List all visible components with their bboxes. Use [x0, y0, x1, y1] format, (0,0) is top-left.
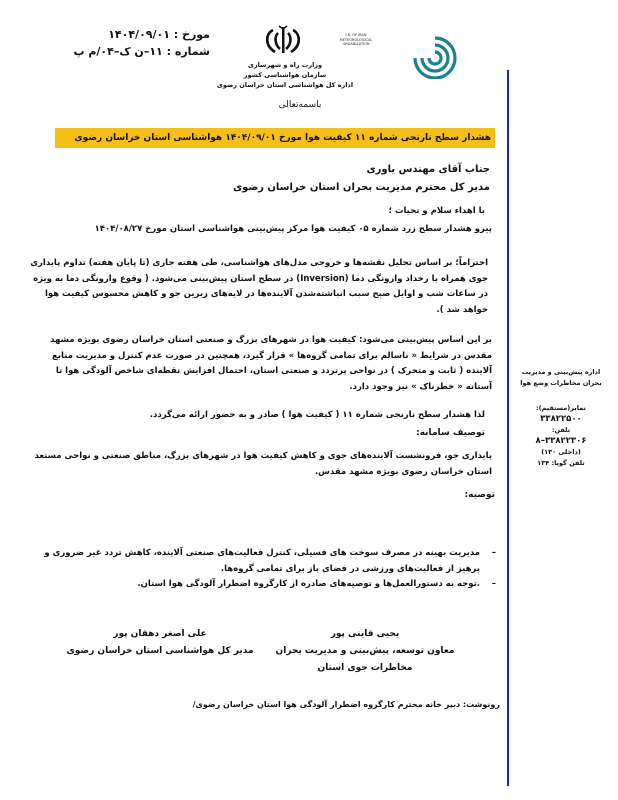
iran-emblem-icon: [248, 24, 318, 56]
basmala: باسمه‌تعالی: [278, 100, 322, 110]
phone-extension: (داخلی ۱۳۰): [541, 448, 581, 456]
number-line: شماره : ۱۱–ن ک–۰۴/م پ: [73, 45, 210, 58]
ministry-header: وزارت راه و شهرسازی سازمان هواشناسی کشور اداره کل هواشناسی استان خراسان رضوی: [216, 61, 354, 89]
signer-name: یحیی قاینی پور: [330, 629, 400, 639]
paragraph-issuance: لذا هشدار سطح نارنجی شماره ۱۱ ( کیفیت هوا ) صادر و به حضور ارائه می‌گردد.: [149, 410, 485, 420]
letter-number: ۱۱–ن ک–۰۴/م پ: [73, 45, 163, 58]
signer-title: مخاطرات جوی استان: [317, 663, 413, 673]
list-item: – مدیریت بهینه در مصرف سوخت های فسیلی، کنترل فعالیت‌های صنعتی آلاینده، کاهش تردد غیر ضروری و پرهیز از فعالیت‌های ورزشی در فضای باز برای تمامی گروه‌ها.: [44, 548, 496, 574]
paragraph-impact: بر این اساس پیش‌بینی می‌شود: کیفیت هوا در شهرهای بزرگ و صنعتی استان خراسان رضوی بویژه مشهد مقدس در شرایط « ناسالم برای تمامی گروه‌ها » قرار گیرد، همچنین در صورت عدم کنترل و مدیریت منابع آلاینده ( ثابت و متحرک ) در نواحی پرتردد و صنعتی استان، احتمال افزایش نقطه‌ای شاخص آلودگی هوا تا آستانه « خطرناک » نیز وجود دارد.: [50, 335, 492, 392]
addressee-title: مدیر کل محترم مدیریت بحران استان خراسان رضوی: [233, 182, 490, 193]
recommendation-list: [20, 546, 498, 593]
paragraph-forecast: احتراماً؛ بر اساس تحلیل نقشه‌ها و خروجی مدل‌های هواشناسی، طی هفته جاری (تا پایان هفته) تداوم پایداری جوی همراه با رخداد وارونگی دما (Inversion) در سطح استان پیش‌بینی می‌شود. ( وقوع وارونگی دما به ویژه در ساعات شب و اوایل صبح سبب انباشته‌شدن آلاینده‌ها در لایه‌های زیرین جو و کاهش محسوس کیفیت هوا خواهد شد ).: [30, 258, 488, 315]
description-text: پایداری جو، فرونشست آلاینده‌های جوی و کاهش کیفیت هوا در شهرهای بزرگ، مناطق صنعتی و نواحی مستعد استان خراسان رضوی بویژه مشهد مقدس.: [34, 451, 492, 477]
description-heading: توصیف سامانه:: [416, 428, 485, 438]
margin-divider: [507, 70, 509, 786]
org-logo-caption: I.R. OF IRAN METEOROLOGICAL ORGANIZATION: [339, 33, 373, 46]
phone-number: ۳۳۸۲۲۳۰۶–۸: [535, 436, 587, 446]
addressee-name: جناب آقای مهندس یاوری: [366, 164, 490, 175]
letter-date: ۱۴۰۴/۰۹/۰۱: [108, 28, 170, 41]
fax-number: ۳۳۸۲۲۵۰۰: [540, 414, 582, 424]
signature-director: [60, 626, 260, 660]
signer-title: مدیر کل هواشناسی استان خراسان رضوی: [66, 646, 254, 656]
recommendation-heading: توصیه:: [464, 490, 495, 500]
carbon-copy: رونوشت: دبیر خانه محترم کارگروه اضطرار آلودگی هوا استان خراسان رضوی/: [192, 700, 500, 709]
list-item: – .توجه به دستورالعمل‌ها و توصیه‌های صادره از کارگروه اضطرار آلودگی هوا استان.: [137, 579, 496, 589]
department-name: اداره پیش‌بینی و مدیریت بحران مخاطرات وضع هوا: [520, 368, 602, 387]
letter-meta: [60, 26, 210, 60]
date-line: مورخ : ۱۴۰۴/۰۹/۰۱: [108, 28, 210, 41]
signer-name: علی اصغر دهقان پور: [113, 629, 207, 639]
signer-title: معاون توسعه، پیش‌بینی و مدیریت بحران: [275, 646, 455, 656]
alert-title: هشدار سطح نارنجی شماره ۱۱ کیفیت هوا مورخ ۱۴۰۴/۰۹/۰۱ هواشناسی استان خراسان رضوی: [74, 133, 491, 143]
paragraph-reference: پیرو هشدار سطح زرد شماره ۰۵ کیفیت هوا مرکز پیش‌بینی هواشناسی استان مورخ ۱۴۰۴/۰۸/۲۷: [94, 224, 492, 234]
phone-label: تلفن:: [551, 426, 571, 434]
hotline: تلفن گویا: ۱۳۴: [537, 459, 585, 467]
contact-sidebar: [515, 367, 607, 469]
signature-deputy: [270, 626, 460, 677]
greeting: با اهداء سلام و تحیات ؛: [388, 206, 485, 216]
fax-label: نمابر(مستقیم):: [536, 404, 586, 412]
meteorological-org-logo-icon: [405, 34, 465, 79]
